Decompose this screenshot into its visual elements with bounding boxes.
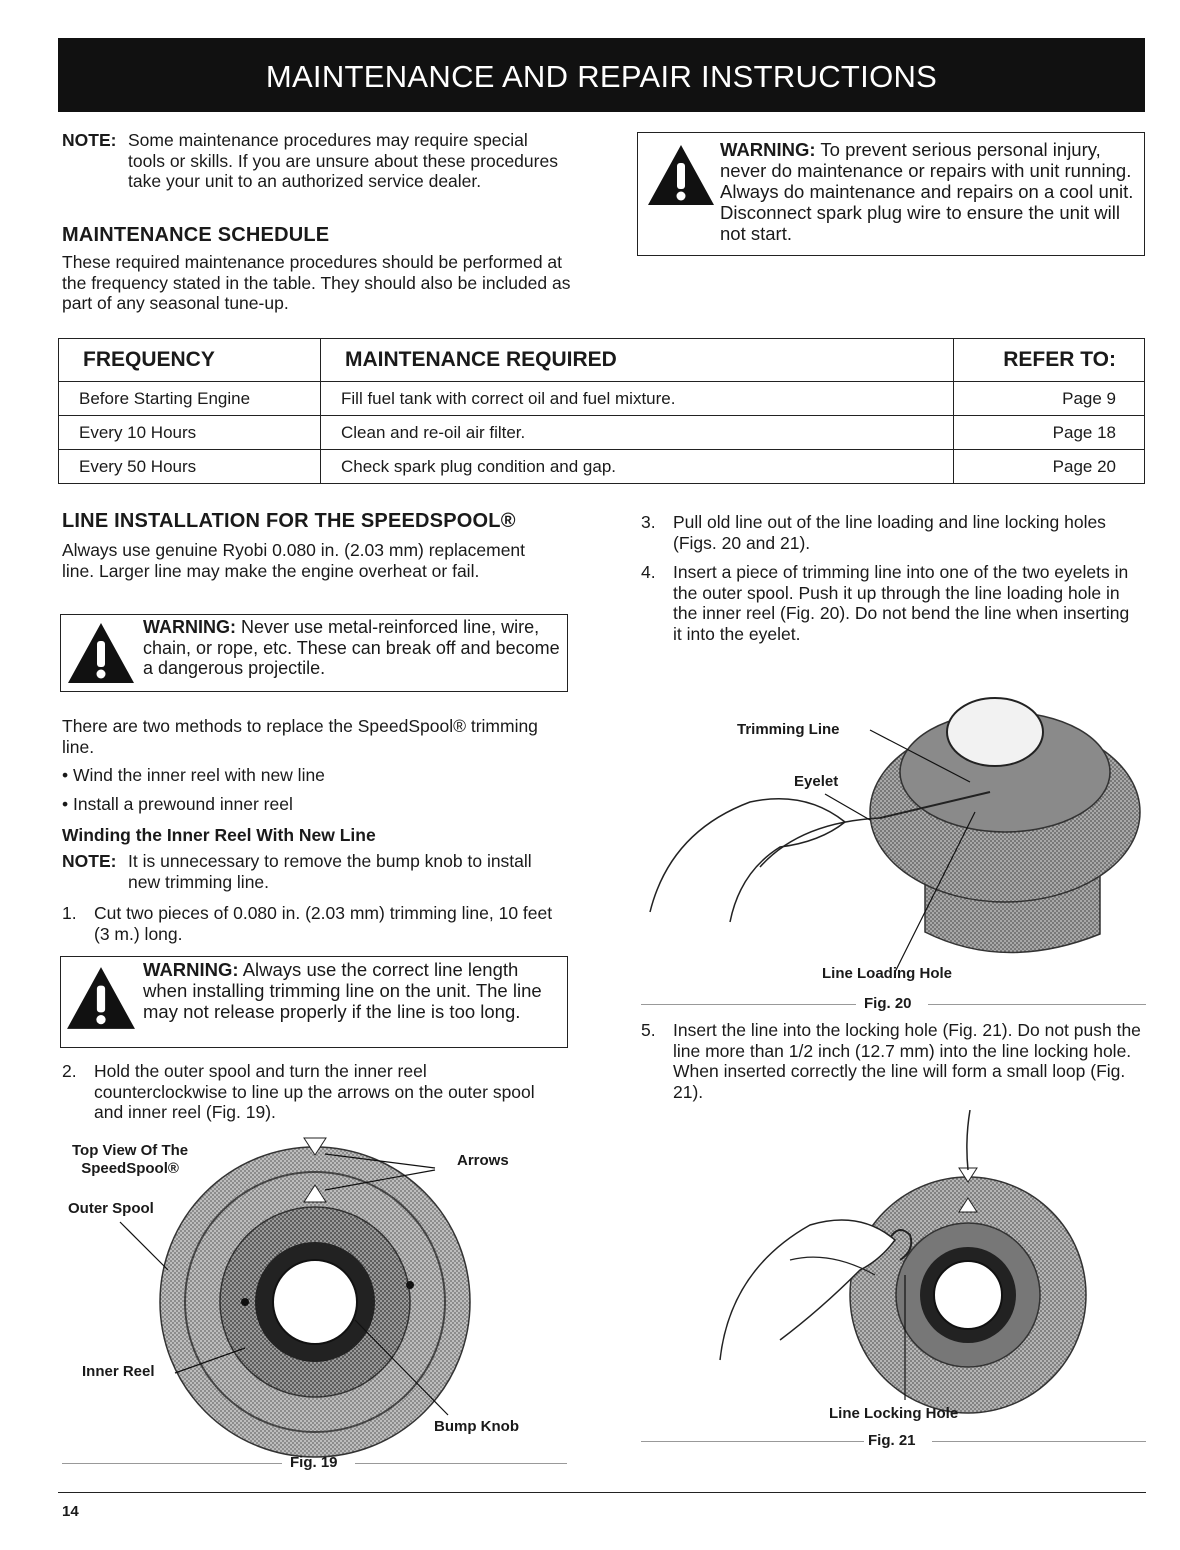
step-text: Pull old line out of the line loading and line locking holes (Figs. 20 and 21). xyxy=(673,512,1106,553)
step-number: 5. xyxy=(641,1020,656,1040)
step-text: Hold the outer spool and turn the inner reel counterclockwise to line up the arrows on the outer spool and inner reel (Fig. 19). xyxy=(94,1061,535,1122)
step-1 xyxy=(62,903,562,944)
label-text: SpeedSpool® xyxy=(81,1160,179,1177)
list-item: • Install a prewound inner reel xyxy=(62,794,293,814)
warning-box-metal-line xyxy=(60,614,568,692)
table-cell: Every 50 Hours xyxy=(59,450,321,484)
step-5 xyxy=(641,1020,1141,1102)
step-number: 2. xyxy=(62,1061,77,1081)
fig19-label-bump-knob: Bump Knob xyxy=(434,1418,519,1435)
schedule-text: These required maintenance procedures should be performed at the frequency stated in the table. They should also be included as part of any seasonal tune-up. xyxy=(62,252,571,313)
warning-label: WARNING: xyxy=(720,139,816,160)
fig19-label-top-view xyxy=(72,1142,188,1178)
table-header: REFER TO: xyxy=(954,339,1145,382)
warning-icon xyxy=(646,143,716,207)
table-cell: Before Starting Engine xyxy=(59,382,321,416)
warning-icon xyxy=(65,621,137,685)
table-cell: Clean and re-oil air filter. xyxy=(321,416,954,450)
table-cell: Page 20 xyxy=(954,450,1145,484)
fig20-label-eyelet: Eyelet xyxy=(794,773,839,790)
warning-icon xyxy=(65,965,137,1031)
table-cell: Fill fuel tank with correct oil and fuel mixture. xyxy=(321,382,954,416)
fig-caption-rule xyxy=(641,1004,856,1005)
step-number: 4. xyxy=(641,562,656,582)
footer-rule xyxy=(58,1492,1146,1493)
table-row xyxy=(59,382,1145,416)
methods-intro: There are two methods to replace the SpeedSpool® trimming line. xyxy=(62,716,538,757)
fig21-illustration xyxy=(700,1110,1120,1430)
step-number: 3. xyxy=(641,512,656,532)
fig-caption-rule xyxy=(928,1004,1146,1005)
table-header: MAINTENANCE REQUIRED xyxy=(321,339,954,382)
fig19-label-arrows: Arrows xyxy=(457,1152,509,1169)
page-title: MAINTENANCE AND REPAIR INSTRUCTIONS xyxy=(58,38,1145,112)
subheading-winding: Winding the Inner Reel With New Line xyxy=(62,825,376,845)
fig19-label-outer-spool: Outer Spool xyxy=(68,1200,154,1217)
step-2 xyxy=(62,1061,562,1123)
note-text: Some maintenance procedures may require special tools or skills. If you are unsure about these procedures take your unit to an authorized service dealer. xyxy=(128,130,558,191)
fig-caption-rule xyxy=(932,1441,1146,1442)
table-cell: Check spark plug condition and gap. xyxy=(321,450,954,484)
warning-label: WARNING: xyxy=(143,959,239,980)
table-cell: Every 10 Hours xyxy=(59,416,321,450)
page-number: 14 xyxy=(62,1503,79,1520)
fig20-label-trimming-line: Trimming Line xyxy=(737,721,840,738)
warning-text: Always use the correct line length when installing trimming line on the unit. The line may not release properly if the line is too long. xyxy=(143,959,542,1022)
fig20-caption: Fig. 20 xyxy=(864,995,912,1012)
line-install-intro: Always use genuine Ryobi 0.080 in. (2.03 mm) replacement line. Larger line may make the engine overheat or fail. xyxy=(62,540,526,581)
section-heading-line-install: LINE INSTALLATION FOR THE SPEEDSPOOL® xyxy=(62,510,516,532)
maintenance-table xyxy=(58,338,1145,484)
list-item: • Wind the inner reel with new line xyxy=(62,765,325,785)
warning-label: WARNING: xyxy=(143,617,236,637)
step-text: Insert a piece of trimming line into one of the two eyelets in the outer spool. Push it up through the line loading hole in the inner reel (Fig. 20). Do not bend the line when inserting it into the eyelet. xyxy=(673,562,1130,644)
note-label: NOTE: xyxy=(62,851,117,871)
note-block xyxy=(62,851,552,892)
warning-box-top xyxy=(637,132,1145,256)
warning-text: To prevent serious personal injury, never do maintenance or repairs with unit running. Always do maintenance and repairs on a cool unit. Disconnect spark plug wire to ensure the unit will not start. xyxy=(720,139,1134,244)
table-header: FREQUENCY xyxy=(59,339,321,382)
fig-caption-rule xyxy=(355,1463,567,1464)
fig-caption-rule xyxy=(62,1463,282,1464)
table-cell: Page 18 xyxy=(954,416,1145,450)
table-row xyxy=(59,416,1145,450)
step-3 xyxy=(641,512,1141,553)
fig20-label-line-loading-hole: Line Loading Hole xyxy=(822,965,952,982)
fig19-label-inner-reel: Inner Reel xyxy=(82,1363,155,1380)
table-header-row xyxy=(59,339,1145,382)
fig-caption-rule xyxy=(641,1441,864,1442)
note-text: It is unnecessary to remove the bump knob to install new trimming line. xyxy=(128,851,532,892)
note-label: NOTE: xyxy=(62,130,117,150)
step-text: Cut two pieces of 0.080 in. (2.03 mm) trimming line, 10 feet (3 m.) long. xyxy=(94,903,553,944)
fig19-caption: Fig. 19 xyxy=(290,1454,338,1471)
fig21-label-line-locking-hole: Line Locking Hole xyxy=(829,1405,959,1422)
warning-text: Never use metal-reinforced line, wire, chain, or rope, etc. These can break off and become a dangerous projectile. xyxy=(143,617,560,678)
step-4 xyxy=(641,562,1141,644)
note-block xyxy=(62,130,562,192)
label-text: Top View Of The xyxy=(72,1142,189,1159)
fig20-illustration xyxy=(630,672,1150,992)
section-heading-schedule: MAINTENANCE SCHEDULE xyxy=(62,224,330,246)
table-row xyxy=(59,450,1145,484)
step-text: Insert the line into the locking hole (Fig. 21). Do not push the line more than 1/2 inch (12.7 mm) into the line locking hole. When inserted correctly the line will form a small loop (Fig. 21). xyxy=(673,1020,1141,1102)
warning-box-line-length xyxy=(60,956,568,1048)
fig21-caption: Fig. 21 xyxy=(868,1432,916,1449)
table-cell: Page 9 xyxy=(954,382,1145,416)
step-number: 1. xyxy=(62,903,77,923)
